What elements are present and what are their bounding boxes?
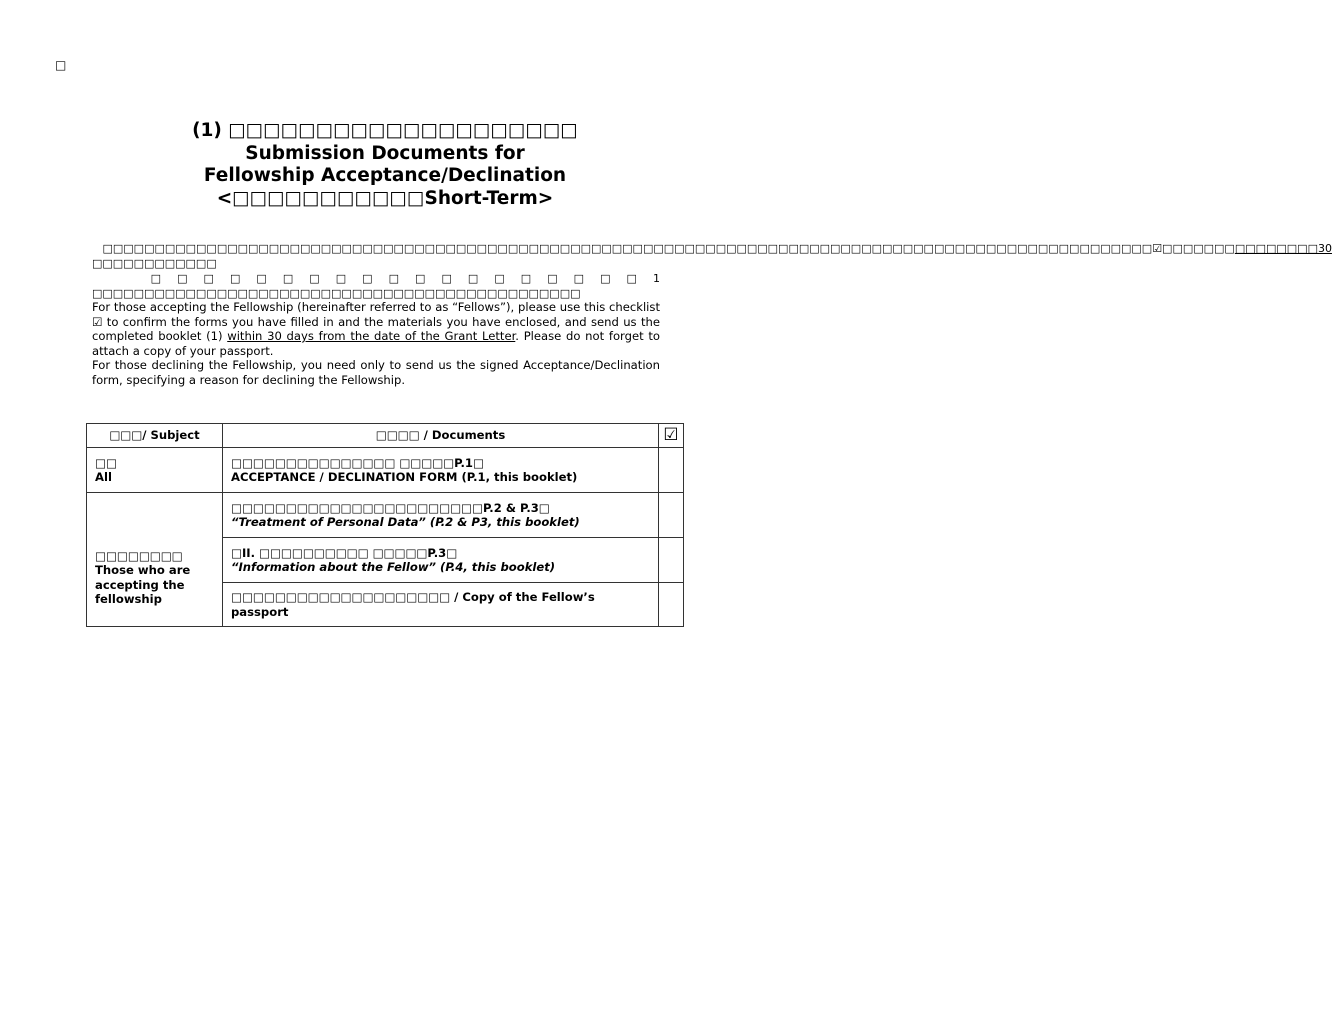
jp-para1-tail: □□□□□□□□□□□□ bbox=[92, 257, 217, 270]
title-line-jp: (1) □□□□□□□□□□□□□□□□□□□□ bbox=[192, 120, 578, 141]
table-header-row bbox=[87, 424, 684, 448]
subject-accepting bbox=[87, 493, 223, 627]
document-personal-data bbox=[223, 493, 659, 538]
documents-checklist-table bbox=[86, 423, 684, 627]
checkbox-cell[interactable] bbox=[659, 538, 684, 583]
subject-all bbox=[87, 448, 223, 493]
page-title bbox=[86, 120, 684, 210]
en-para1-tail: . Please do not forget to attach a copy of your passport. bbox=[92, 329, 660, 358]
en-paragraph-2: For those declining the Fellowship, you need only to send us the signed Acceptance/Declination form, specifying a reason for declining the Fellowship. bbox=[92, 358, 660, 387]
english-instructions bbox=[92, 300, 660, 388]
document-passport-copy bbox=[223, 583, 659, 627]
subject-accept-en: Those who are accepting the fellowship bbox=[95, 563, 191, 606]
document-en: “Treatment of Personal Data” (P.2 & P3, this booklet) bbox=[231, 515, 580, 529]
en-paragraph-1 bbox=[92, 300, 660, 358]
checkbox-cell[interactable] bbox=[659, 448, 684, 493]
jp-para2-text: □□□□□□□□□□□□□□□□□□□1 □□□□□□□□□□□□□□□□□□□□□□□□□□□□□□□□□□□□□□□□□□□□□□□ bbox=[92, 272, 660, 300]
subject-all-jp: □□ bbox=[95, 455, 117, 470]
en-para1-text: For those accepting the Fellowship (hereinafter referred to as “Fellows”), please use this checklist ☑ to confirm the forms you have filled in and the materials you have enclosed, and send us the completed booklet (1) bbox=[92, 300, 660, 344]
document-jp: □II. □□□□□□□□□□ □□□□□P.3□ bbox=[231, 545, 458, 560]
document-jp: □□□□□□□□□□□□□□□□□□□□□□□P.2 & P.3□ bbox=[231, 500, 550, 515]
japanese-instructions bbox=[92, 241, 1332, 301]
table-row bbox=[87, 448, 684, 493]
checkbox-cell[interactable] bbox=[659, 493, 684, 538]
jp-deadline: □□□□□□□□30 bbox=[1234, 242, 1332, 255]
header-documents: □□□□ / Documents bbox=[223, 424, 659, 448]
jp-paragraph-1 bbox=[92, 241, 1332, 271]
document-jp: □□□□□□□□□□□□□□□□□□□□ / Copy of the Fellow’s passport bbox=[231, 590, 595, 619]
checkbox-cell[interactable] bbox=[659, 583, 684, 627]
jp-paragraph-2 bbox=[92, 271, 660, 301]
title-line-4: <□□□□□□□□□□□Short-Term> bbox=[216, 187, 554, 209]
document-en: ACCEPTANCE / DECLINATION FORM (P.1, this booklet) bbox=[231, 470, 578, 484]
header-check-icon: ☑ bbox=[659, 424, 684, 448]
document-acceptance-form bbox=[223, 448, 659, 493]
document-en: “Information about the Fellow” (P.4, this booklet) bbox=[231, 560, 556, 574]
table-row bbox=[87, 493, 684, 538]
subject-all-en: All bbox=[95, 470, 112, 484]
document-fellow-info bbox=[223, 538, 659, 583]
document-jp: □□□□□□□□□□□□□□□ □□□□□P.1□ bbox=[231, 455, 484, 470]
title-line-2: Submission Documents for bbox=[245, 142, 525, 164]
en-deadline: within 30 days from the date of the Grant Letter bbox=[227, 329, 516, 344]
header-subject: □□□/ Subject bbox=[87, 424, 223, 448]
corner-mark: □ bbox=[55, 58, 67, 72]
title-line-3: Fellowship Acceptance/Declination bbox=[203, 165, 567, 186]
jp-para1-text: □□□□□□□□□□□□□□□□□□□□□□□□□□□□□□□□□□□□□□□□□□□□□□□□□□□□□□□□□□□□□□□□□□□□□□□□□□□□□□□□□□□□□□□□□□□□□□□□□□□□□☑□□□□□□□ bbox=[102, 242, 1235, 255]
subject-accept-jp: □□□□□□□□ bbox=[95, 548, 183, 563]
